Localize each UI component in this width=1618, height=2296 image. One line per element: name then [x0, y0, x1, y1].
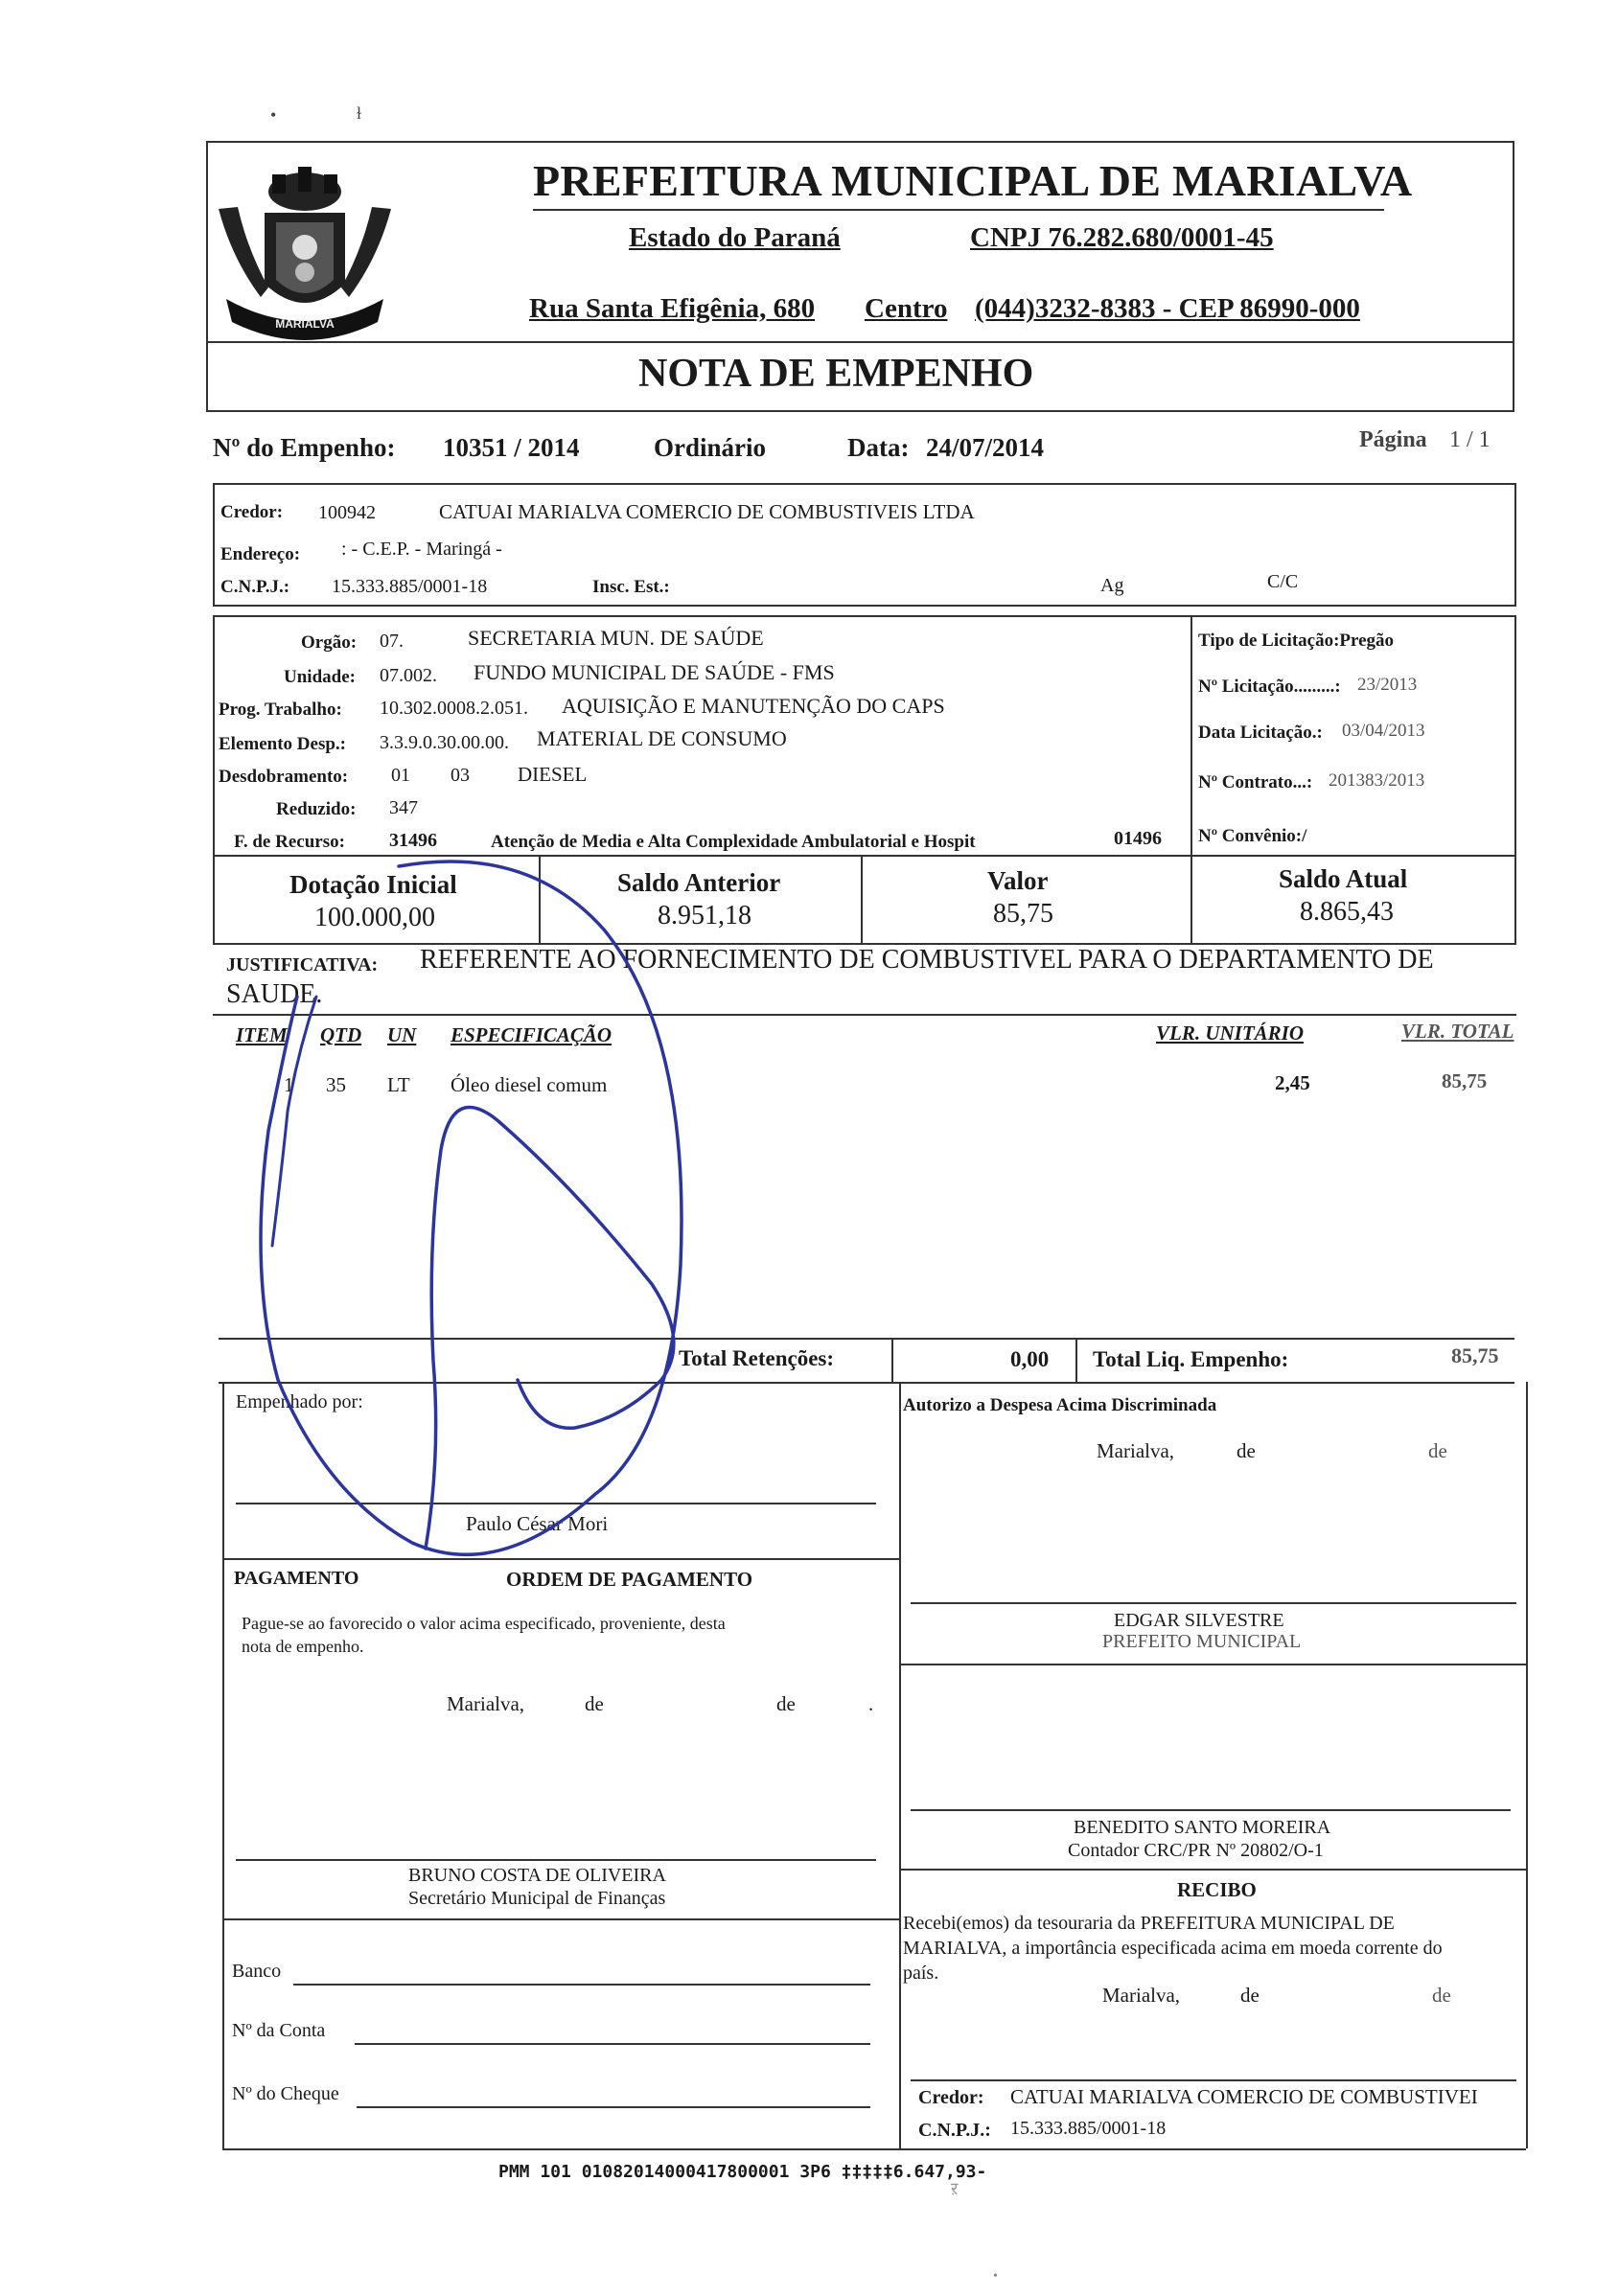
saldo-anterior-label: Saldo Anterior: [617, 868, 781, 897]
cheque-label: Nº do Cheque: [232, 2083, 339, 2104]
pagamento-city: Marialva,: [447, 1692, 525, 1715]
row-qtd: 35: [326, 1073, 346, 1096]
unidade-name: FUNDO MUNICIPAL DE SAÚDE - FMS: [474, 660, 835, 684]
valor-label: Valor: [987, 866, 1049, 895]
unidade-label: Unidade:: [284, 667, 356, 687]
scan-mark: ऱ: [951, 2179, 959, 2198]
vlr-total-header: VLR. TOTAL: [1401, 1020, 1514, 1043]
desdobramento-name: DIESEL: [518, 763, 588, 786]
autorizo-label: Autorizo a Despesa Acima Discriminada: [903, 1395, 1217, 1415]
recibo-de-1: de: [1240, 1984, 1260, 2007]
prefeito-name: EDGAR SILVESTRE: [1114, 1610, 1284, 1631]
empenho-number: 10351 / 2014: [443, 433, 580, 462]
recibo-cnpj-label: C.N.P.J.:: [918, 2120, 991, 2141]
empenho-number-label: Nº do Empenho:: [213, 433, 396, 462]
cc-label: C/C: [1267, 571, 1299, 592]
credor-name: CATUAI MARIALVA COMERCIO DE COMBUSTIVEIS LTDA: [439, 500, 975, 523]
phone-label: (044)3232-8383 - CEP 86990-000: [975, 293, 1360, 324]
scan-mark: •: [993, 2269, 998, 2284]
licitacao-num-value: 23/2013: [1357, 675, 1418, 695]
total-liquido-value: 85,75: [1451, 1343, 1499, 1367]
pagamento-de-2: de: [776, 1692, 796, 1715]
secretario-name: BRUNO COSTA DE OLIVEIRA: [408, 1865, 666, 1886]
centro-label: Centro: [865, 293, 948, 324]
saldo-atual-label: Saldo Atual: [1279, 864, 1408, 893]
unidade-code: 07.002.: [380, 665, 437, 686]
recibo-text-3: país.: [903, 1963, 939, 1984]
empenho-type: Ordinário: [654, 433, 767, 462]
reduzido-label: Reduzido:: [276, 799, 357, 819]
orgao-name: SECRETARIA MUN. DE SAÚDE: [468, 626, 764, 650]
total-retencoes-label: Total Retenções:: [679, 1346, 835, 1370]
recibo-title: RECIBO: [1177, 1878, 1257, 1901]
recibo-credor-label: Credor:: [918, 2087, 984, 2108]
prog-code: 10.302.0008.2.051.: [380, 698, 528, 719]
ordem-pagamento-label: ORDEM DE PAGAMENTO: [506, 1568, 753, 1591]
licitacao-num-label: Nº Licitação.........:: [1198, 677, 1341, 697]
autorizo-de-2: de: [1428, 1439, 1447, 1462]
empenhado-name: Paulo César Mori: [466, 1512, 609, 1535]
licitacao-data-label: Data Licitação.:: [1198, 723, 1323, 743]
elemento-name: MATERIAL DE CONSUMO: [537, 726, 787, 750]
reduzido-value: 347: [389, 797, 418, 818]
desdobramento-a: 01: [391, 765, 410, 786]
pagamento-dot: .: [868, 1692, 874, 1715]
item-header: ITEM: [236, 1023, 288, 1046]
elemento-code: 3.3.9.0.30.00.00.: [380, 732, 509, 753]
orgao-code: 07.: [380, 631, 404, 652]
desdobramento-label: Desdobramento:: [219, 767, 349, 787]
saldo-anterior-value: 8.951,18: [658, 901, 751, 930]
justificativa-text-2: SAUDE.: [226, 979, 323, 1009]
convenio-label: Nº Convênio:/: [1198, 826, 1307, 846]
conta-label: Nº da Conta: [232, 2020, 326, 2041]
page-label: Página: [1359, 427, 1427, 452]
pagamento-text-2: nota de empenho.: [242, 1637, 364, 1656]
pagamento-label: PAGAMENTO: [234, 1568, 359, 1589]
row-vlr-unitario: 2,45: [1275, 1071, 1310, 1094]
page-title: PREFEITURA MUNICIPAL DE MARIALVA: [533, 156, 1413, 205]
credor-cnpj-label: C.N.P.J.:: [220, 577, 290, 597]
endereco-label: Endereço:: [220, 544, 301, 564]
scan-mark: ɫ: [357, 103, 362, 123]
dotacao-inicial-value: 100.000,00: [314, 903, 435, 932]
contador-name: BENEDITO SANTO MOREIRA: [1074, 1817, 1331, 1838]
elemento-label: Elemento Desp.:: [219, 734, 346, 754]
credor-code: 100942: [318, 502, 376, 523]
pagamento-text-1: Pague-se ao favorecido o valor acima especificado, proveniente, desta: [242, 1614, 726, 1633]
recurso-code: 31496: [389, 830, 437, 851]
secretario-role: Secretário Municipal de Finanças: [408, 1888, 666, 1909]
licitacao-tipo: Tipo de Licitação:Pregão: [1198, 631, 1395, 651]
empenho-date: 24/07/2014: [926, 433, 1045, 462]
total-liquido-label: Total Liq. Empenho:: [1093, 1347, 1289, 1371]
orgao-label: Orgão:: [301, 632, 358, 653]
contrato-value: 201383/2013: [1329, 770, 1425, 791]
footer-code: PMM 101 01082014000417800001 3P6 ‡‡‡‡‡6.647,93-: [498, 2162, 987, 2182]
empenho-date-label: Data:: [847, 433, 910, 462]
especificacao-header: ESPECIFICAÇÃO: [451, 1023, 613, 1046]
justificativa-label: JUSTIFICATIVA:: [226, 954, 379, 976]
empenhado-label: Empenhado por:: [236, 1391, 363, 1412]
endereco-value: : - C.E.P. - Maringá -: [341, 539, 502, 560]
page-number: 1 / 1: [1449, 427, 1491, 452]
svg-text:MARIALVA: MARIALVA: [275, 317, 335, 331]
credor-cnpj-value: 15.333.885/0001-18: [332, 576, 488, 597]
contador-role: Contador CRC/PR Nº 20802/O-1: [1068, 1840, 1324, 1861]
row-especificacao: Óleo diesel comum: [451, 1073, 608, 1096]
justificativa-text-1: REFERENTE AO FORNECIMENTO DE COMBUSTIVEL PARA O DEPARTAMENTO DE: [420, 945, 1434, 975]
un-header: UN: [387, 1023, 417, 1046]
insc-est-label: Insc. Est.:: [592, 577, 670, 597]
recibo-de-2: de: [1432, 1984, 1451, 2007]
recibo-city: Marialva,: [1102, 1984, 1181, 2007]
saldo-atual-value: 8.865,43: [1300, 897, 1394, 927]
recurso-label: F. de Recurso:: [234, 832, 345, 852]
dotacao-inicial-label: Dotação Inicial: [289, 870, 457, 899]
desdobramento-b: 03: [451, 765, 470, 786]
recibo-text-2: MARIALVA, a importância especificada acima em moeda corrente do: [903, 1938, 1443, 1959]
recurso-name: Atenção de Media e Alta Complexidade Ambulatorial e Hospit: [491, 832, 976, 852]
qtd-header: QTD: [320, 1023, 362, 1046]
scan-mark: •: [270, 105, 277, 125]
credor-label: Credor:: [220, 502, 284, 522]
autorizo-de-1: de: [1237, 1439, 1256, 1462]
prefeito-role: PREFEITO MUNICIPAL: [1102, 1631, 1302, 1652]
recibo-text-1: Recebi(emos) da tesouraria da PREFEITURA MUNICIPAL DE: [903, 1913, 1395, 1934]
prog-label: Prog. Trabalho:: [219, 700, 342, 720]
valor-value: 85,75: [993, 899, 1053, 929]
row-un: LT: [387, 1073, 410, 1096]
banco-label: Banco: [232, 1961, 282, 1982]
row-item: 1: [284, 1073, 294, 1096]
row-vlr-total: 85,75: [1442, 1069, 1488, 1092]
recurso-code-2: 01496: [1114, 828, 1162, 849]
recibo-cnpj-value: 15.333.885/0001-18: [1010, 2118, 1167, 2139]
recibo-credor-value: CATUAI MARIALVA COMERCIO DE COMBUSTIVEI: [1010, 2085, 1478, 2108]
pagamento-de-1: de: [585, 1692, 604, 1715]
state-label: Estado do Paraná: [629, 222, 841, 253]
document-title: NOTA DE EMPENHO: [638, 352, 1034, 396]
autorizo-city: Marialva,: [1097, 1439, 1175, 1462]
licitacao-data-value: 03/04/2013: [1342, 721, 1425, 741]
cnpj-label: CNPJ 76.282.680/0001-45: [970, 222, 1274, 253]
total-retencoes-value: 0,00: [1010, 1347, 1050, 1371]
prog-name: AQUISIÇÃO E MANUTENÇÃO DO CAPS: [562, 694, 945, 718]
ag-label: Ag: [1100, 575, 1124, 596]
contrato-label: Nº Contrato...:: [1198, 772, 1313, 792]
vlr-unitario-header: VLR. UNITÁRIO: [1156, 1022, 1305, 1045]
address-label: Rua Santa Efigênia, 680: [529, 293, 816, 324]
